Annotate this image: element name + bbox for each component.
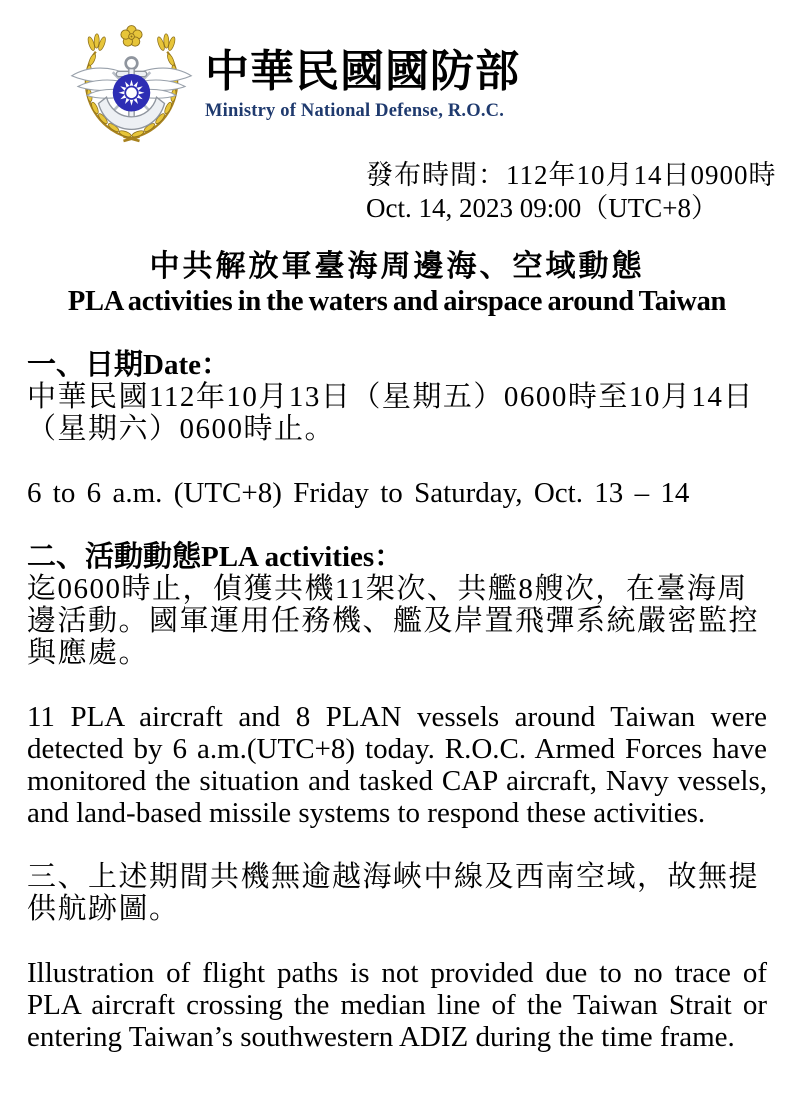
document-body [27, 349, 767, 1053]
header-titles [205, 24, 520, 122]
release-time-en: Oct. 14, 2023 09:00（UTC+8） [366, 193, 718, 223]
document-title-zh: 中共解放軍臺海周邊海、空域動態 [149, 250, 645, 283]
section-3-note-en: Illustration of flight paths is not provided due to no trace of PLA aircraft crossing the median line of the Taiwan Strait or entering Taiwan’s southwestern ADIZ during the time frame. [27, 957, 767, 1053]
release-time-block [366, 159, 777, 225]
section-1-date-en: 6 to 6 a.m. (UTC+8) Friday to Saturday, Oct. 13 – 14 [27, 477, 690, 509]
header [27, 24, 767, 149]
section-1-date-zh: 中華民國112年10月13日（星期五）0600時至10月14日（星期六）0600時止。 [27, 381, 754, 445]
plum-blossom [121, 26, 142, 47]
document-title-en: PLA activities in the waters and airspace around Taiwan [67, 286, 727, 317]
section-1-heading: 一、日期Date： [27, 349, 230, 381]
section-2-activities-zh: 迄0600時止，偵獲共機11架次、共艦8艘次，在臺海周邊活動。國軍運用任務機、艦及岸置飛彈系統嚴密監控與應處。 [27, 573, 760, 669]
section-2-activities-en: 11 PLA aircraft and 8 PLAN vessels around Taiwan were detected by 6 a.m.(UTC+8) today. R.O.C. Armed Forces have monitored the situation and tasked CAP aircraft, Navy vessels, and land-based missile systems to respond these activities. [27, 701, 767, 829]
mnd-roc-emblem-icon [64, 24, 199, 149]
document-title [27, 249, 767, 319]
sun-emblem [113, 74, 151, 112]
ministry-title-zh: 中華民國國防部 [205, 47, 520, 96]
section-3-note-zh: 三、上述期間共機無逾越海峽中線及西南空域，故無提供航跡圖。 [27, 861, 760, 925]
release-time-zh: 發布時間：112年10月14日0900時 [366, 160, 777, 190]
section-2-heading: 二、活動動態PLA activities： [27, 541, 404, 573]
ministry-title-en: Ministry of National Defense, R.O.C. [205, 101, 505, 121]
